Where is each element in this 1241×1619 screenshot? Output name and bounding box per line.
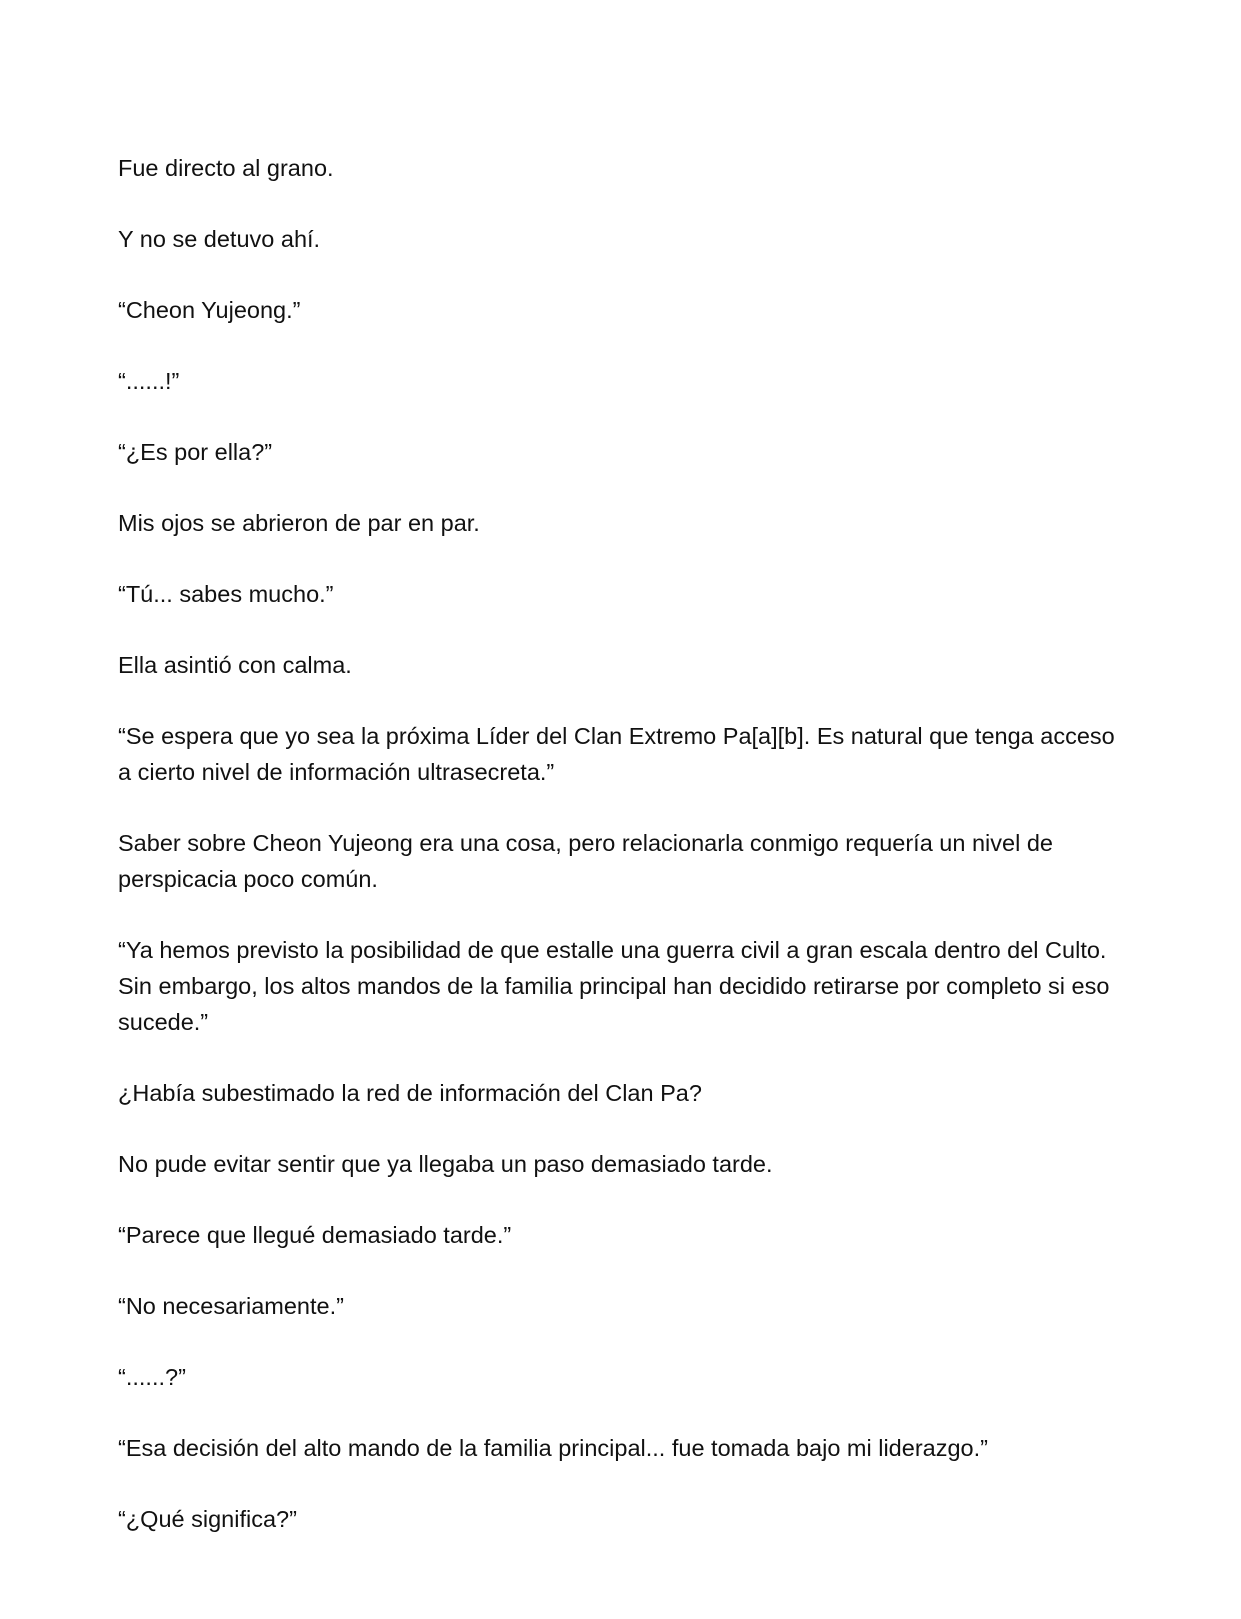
- paragraph: Ella asintió con calma.: [118, 652, 352, 678]
- paragraph: “Esa decisión del alto mando de la familia principal... fue tomada bajo mi liderazgo.”: [118, 1435, 988, 1461]
- paragraph: “......?”: [118, 1364, 186, 1390]
- paragraph: “No necesariamente.”: [118, 1293, 344, 1319]
- paragraph: “Parece que llegué demasiado tarde.”: [118, 1222, 512, 1248]
- document-body: [118, 150, 1128, 1572]
- paragraph: Fue directo al grano.: [118, 155, 334, 181]
- paragraph: ¿Había subestimado la red de información del Clan Pa?: [118, 1080, 702, 1106]
- paragraph: “Ya hemos previsto la posibilidad de que estalle una guerra civil a gran escala dentro del Culto. Sin embargo, los altos mandos de la familia principal han decidido retirarse por completo si eso sucede.”: [118, 937, 1110, 1035]
- paragraph: “¿Qué significa?”: [118, 1506, 297, 1532]
- paragraph: “Se espera que yo sea la próxima Líder del Clan Extremo Pa[a][b]. Es natural que tenga acceso a cierto nivel de información ultrasecreta.”: [118, 723, 1115, 785]
- paragraph: “Cheon Yujeong.”: [118, 297, 301, 323]
- paragraph: “......!”: [118, 368, 180, 394]
- paragraph: Saber sobre Cheon Yujeong era una cosa, pero relacionarla conmigo requería un nivel de perspicacia poco común.: [118, 830, 1053, 892]
- paragraph: “Tú... sabes mucho.”: [118, 581, 334, 607]
- paragraph: Mis ojos se abrieron de par en par.: [118, 510, 480, 536]
- paragraph: No pude evitar sentir que ya llegaba un paso demasiado tarde.: [118, 1151, 773, 1177]
- paragraph: Y no se detuvo ahí.: [118, 226, 321, 252]
- paragraph: “¿Es por ella?”: [118, 439, 273, 465]
